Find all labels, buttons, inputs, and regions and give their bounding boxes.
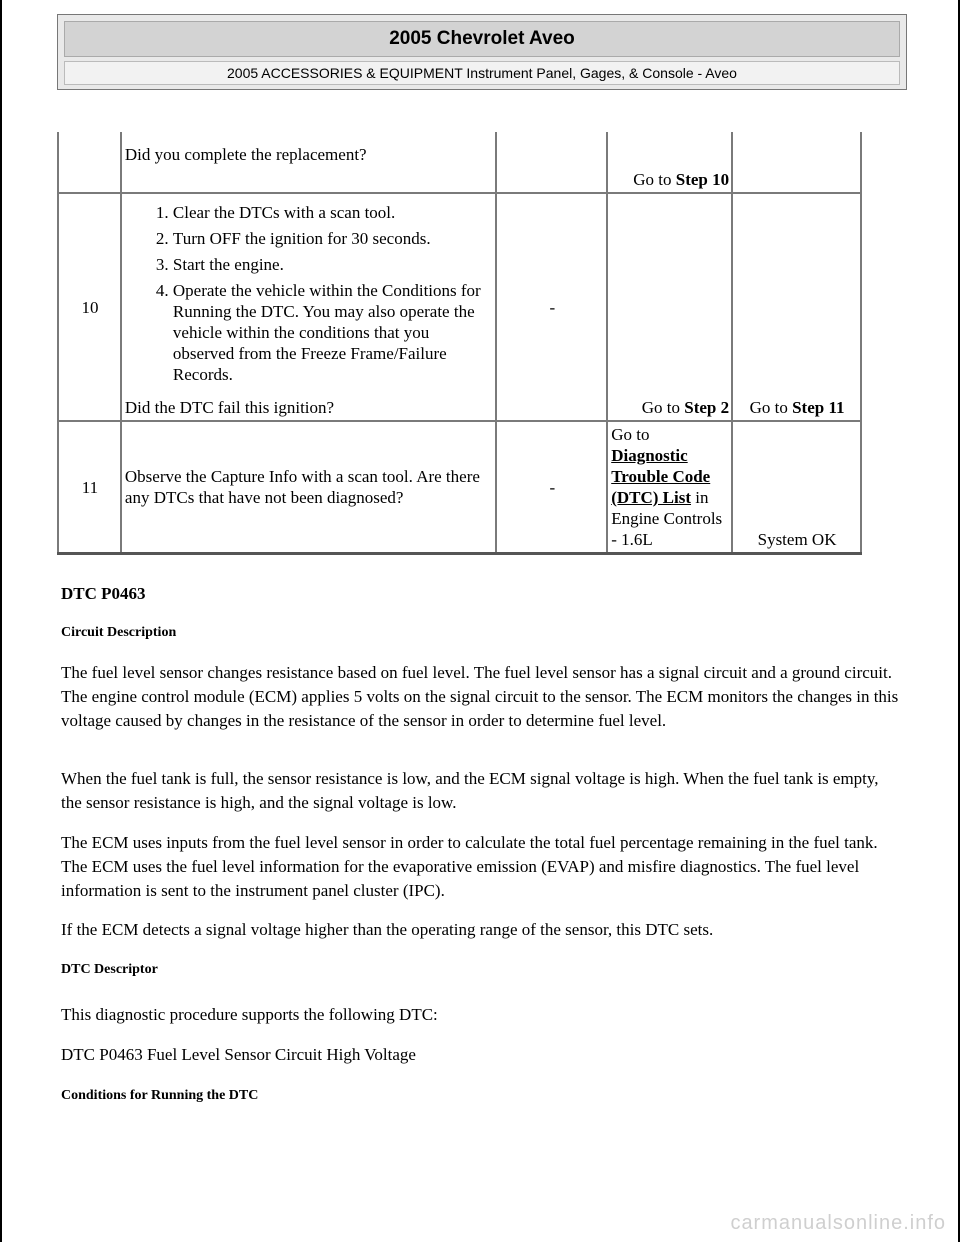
yes-step: Step 2 (684, 398, 730, 417)
no-cell (732, 193, 861, 421)
value-cell (496, 132, 607, 193)
table-row (58, 421, 861, 554)
step-list (125, 202, 494, 385)
header-subtitle: 2005 ACCESSORIES & EQUIPMENT Instrument Panel, Gages, & Console - Aveo (64, 61, 900, 85)
step-cell (58, 132, 121, 193)
header-title: 2005 Chevrolet Aveo (64, 21, 900, 57)
paragraph: The ECM uses inputs from the fuel level sensor in order to calculate the total fuel percentage remaining in the fuel tank. The ECM uses the fuel level information for the evaporative emission (EVAP) and misfire diagnostics. The fuel level information is sent to the instrument panel cluster (IPC). (61, 833, 878, 900)
value-cell: - (496, 421, 607, 554)
no-cell (732, 132, 861, 193)
section-heading-descriptor: DTC Descriptor (61, 962, 158, 977)
list-item: 3. Start the engine. (173, 254, 494, 275)
action-cell (121, 132, 497, 193)
diagnostic-table (57, 132, 862, 555)
page-title: DTC P0463 (61, 584, 146, 603)
step-cell: 10 (58, 193, 121, 421)
yes-prefix: Go to (633, 170, 672, 189)
table-row (58, 193, 861, 421)
paragraph: This diagnostic procedure supports the following DTC: (61, 1005, 438, 1024)
yes-step: Step 10 (675, 170, 730, 189)
question-text: Did the DTC fail this ignition? (124, 398, 335, 417)
dtc-list-link[interactable]: Diagnostic Trouble Code (DTC) List (611, 446, 711, 507)
paragraph: If the ECM detects a signal voltage higher than the operating range of the sensor, this DTC sets. (61, 920, 714, 939)
yes-cell (607, 132, 732, 193)
action-text: Did you complete the replacement? (124, 144, 367, 164)
yes-prefix: Go to (641, 398, 680, 417)
step-cell: 11 (58, 421, 121, 554)
list-item: 2. Turn OFF the ignition for 30 seconds. (173, 228, 494, 249)
yes-cell (607, 421, 732, 554)
no-cell: System OK (732, 421, 861, 554)
no-prefix: Go to (749, 398, 788, 417)
paragraph: When the fuel tank is full, the sensor resistance is low, and the ECM signal voltage is high. When the fuel tank is empty, the sensor resistance is high, and the signal voltage is low. (61, 769, 879, 812)
action-cell (121, 193, 497, 421)
action-cell: Observe the Capture Info with a scan tool. Are there any DTCs that have not been diagnosed? (121, 421, 497, 554)
yes-cell (607, 193, 732, 421)
section-heading-conditions: Conditions for Running the DTC (61, 1088, 259, 1103)
section-heading-circuit: Circuit Description (61, 625, 177, 640)
paragraph: DTC P0463 Fuel Level Sensor Circuit High Voltage (61, 1045, 416, 1064)
list-item: 4. Operate the vehicle within the Conditions for Running the DTC. You may also operate the vehicle within the conditions that you observed from the Freeze Frame/Failure Records. (173, 280, 494, 385)
watermark: carmanualsonline.info (730, 1212, 946, 1234)
yes-prefix: Go to (611, 425, 650, 444)
page-border-left (0, 0, 2, 1242)
yes-suffix: in Engine Controls - 1.6L (611, 488, 723, 549)
no-step: Step 11 (792, 398, 845, 417)
list-item: 1. Clear the DTCs with a scan tool. (173, 202, 494, 223)
table-row (58, 132, 861, 193)
page-header (57, 14, 907, 90)
value-cell: - (496, 193, 607, 421)
paragraph: The fuel level sensor changes resistance based on fuel level. The fuel level sensor has a signal circuit and a ground circuit. The engine control module (ECM) applies 5 volts on the signal circuit to the sensor. The ECM monitors the changes in this voltage caused by changes in the resistance of the sensor in order to determine fuel level. (61, 663, 899, 730)
